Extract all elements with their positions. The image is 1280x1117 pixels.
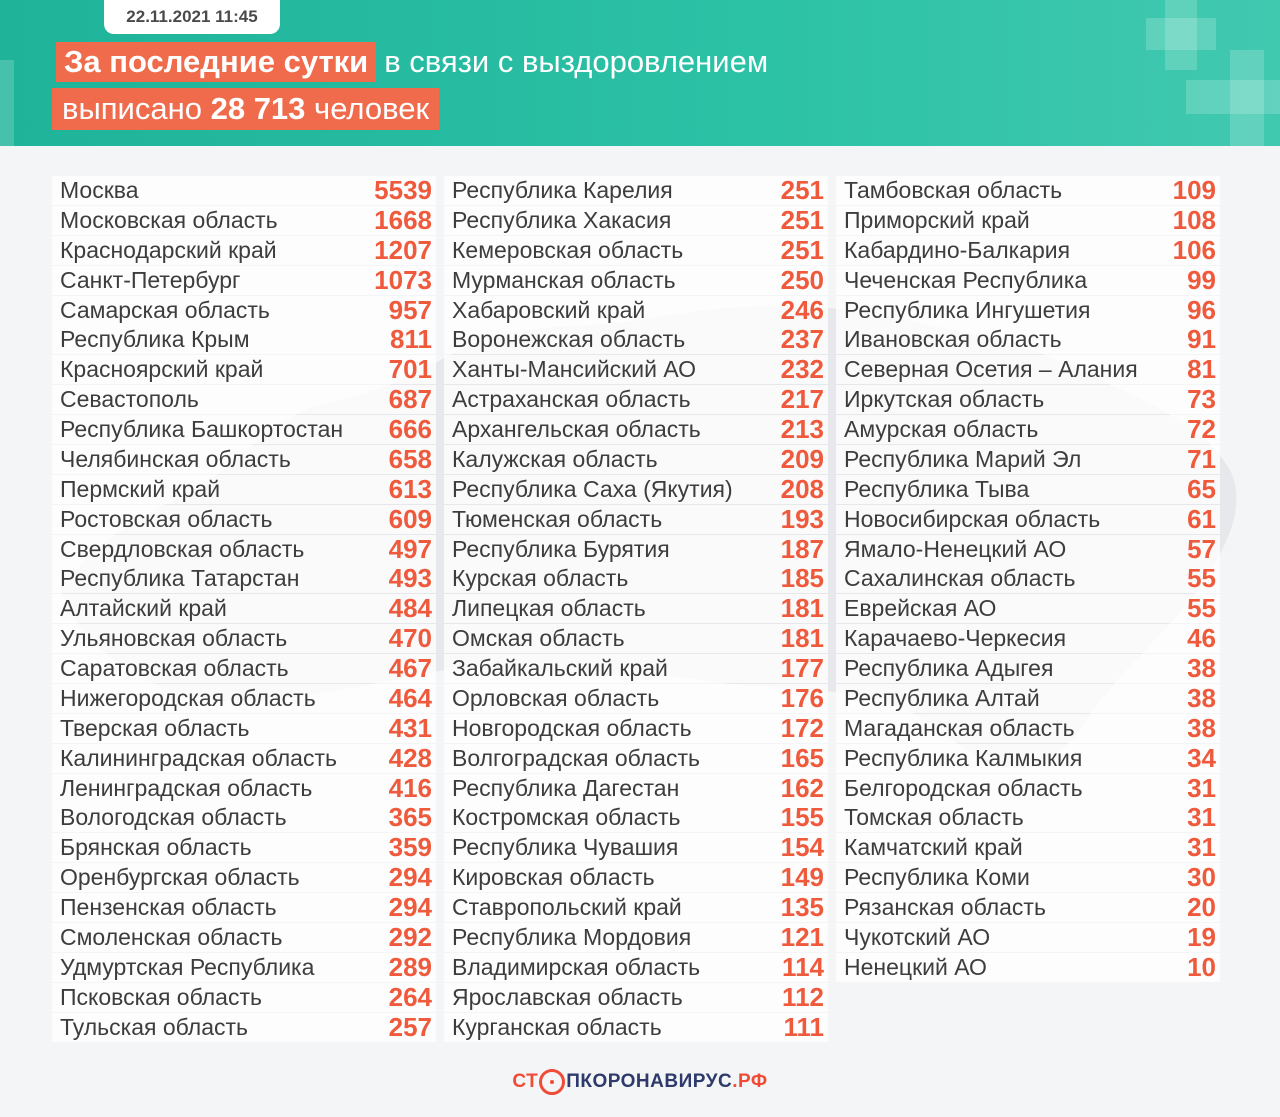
region-row [836,624,1220,653]
region-name: Волгоградская область [452,744,700,771]
region-name: Белгородская область [844,774,1083,801]
region-row [52,236,436,265]
region-value: 957 [388,294,432,325]
region-row [444,833,828,862]
region-row [444,296,828,325]
logo-text-part3: .РФ [732,1071,768,1092]
region-name: Республика Тыва [844,475,1030,502]
region-name: Новосибирская область [844,505,1101,532]
region-row [444,714,828,743]
region-value: 46 [1187,623,1216,654]
region-value: 428 [388,742,432,773]
region-name: Сахалинская область [844,565,1076,592]
region-name: Камчатский край [844,834,1023,861]
region-row [836,744,1220,773]
region-row [444,983,828,1012]
region-name: Иркутская область [844,386,1045,413]
region-name: Липецкая область [452,595,646,622]
region-name: Тамбовская область [844,177,1063,203]
region-value: 264 [388,981,432,1012]
region-value: 65 [1187,473,1216,504]
region-name: Еврейская АО [844,595,997,622]
region-value: 208 [780,473,824,504]
region-row [444,953,828,982]
region-row [444,415,828,444]
region-row [836,475,1220,504]
region-row [444,176,828,205]
region-name: Ивановская область [844,326,1062,353]
region-value: 251 [780,204,824,235]
region-row [52,953,436,982]
region-row [444,684,828,713]
virus-stop-icon [539,1069,565,1095]
region-name: Москва [60,177,139,203]
region-row [836,505,1220,534]
region-value: 177 [780,653,824,683]
region-row [836,415,1220,444]
region-value: 217 [780,384,824,415]
region-name: Севастополь [60,386,199,413]
region-value: 121 [780,921,824,952]
region-name: Алтайский край [60,595,227,622]
region-name: Санкт-Петербург [60,266,241,293]
region-value: 232 [780,354,824,385]
region-row [444,624,828,653]
region-row [444,774,828,803]
region-name: Приморский край [844,206,1030,233]
region-value: 701 [388,354,432,385]
region-row [836,325,1220,354]
region-value: 176 [780,682,824,713]
region-row [444,564,828,593]
region-name: Томская область [844,804,1024,831]
region-value: 30 [1187,862,1216,893]
region-value: 149 [780,862,824,893]
region-value: 687 [388,384,432,415]
title-suffix: человек [314,91,430,126]
region-name: Амурская область [844,416,1039,442]
region-value: 251 [780,234,824,265]
region-name: Кировская область [452,864,655,891]
region-row [52,594,436,623]
region-name: Ульяновская область [60,625,288,652]
region-value: 162 [780,772,824,803]
region-value: 31 [1187,772,1216,803]
region-row [52,923,436,952]
region-name: Республика Марий Эл [844,445,1082,472]
region-value: 154 [780,832,824,863]
region-value: 34 [1187,742,1216,773]
region-row [444,803,828,832]
region-value: 114 [782,951,824,982]
logo-text-part2: ПКОРОНАВИРУС [566,1071,733,1092]
region-name: Северная Осетия – Алания [844,356,1138,383]
region-name: Республика Хакасия [452,206,672,233]
region-value: 289 [388,951,432,982]
region-value: 181 [780,593,824,624]
region-row [52,296,436,325]
region-row [444,535,828,564]
region-row [836,355,1220,384]
region-row [52,505,436,534]
region-value: 165 [780,742,824,773]
region-row [836,863,1220,892]
region-row [836,535,1220,564]
region-name: Воронежская область [452,326,686,353]
region-value: 109 [1172,175,1216,205]
region-value: 213 [780,414,824,444]
region-name: Карачаево-Черкесия [844,625,1067,652]
region-row [836,714,1220,743]
region-name: Оренбургская область [60,864,300,891]
region-row [444,445,828,474]
region-row [836,236,1220,265]
region-row [52,385,436,414]
region-name: Орловская область [452,684,660,711]
region-row [52,1013,436,1042]
region-value: 246 [780,294,824,325]
region-name: Смоленская область [60,923,283,950]
region-row [444,206,828,235]
region-value: 112 [782,981,824,1012]
region-value: 292 [388,921,432,952]
region-name: Тверская область [60,714,250,741]
region-name: Кемеровская область [452,236,684,263]
region-value: 365 [388,802,432,833]
region-value: 172 [780,712,824,743]
region-row [444,923,828,952]
region-name: Красноярский край [60,356,264,383]
region-name: Калужская область [452,445,658,472]
region-row [836,385,1220,414]
region-name: Костромская область [452,804,681,831]
region-name: Магаданская область [844,714,1075,741]
region-value: 31 [1187,832,1216,863]
region-name: Калининградская область [60,744,337,771]
region-row [836,654,1220,683]
region-name: Чеченская Республика [844,266,1088,293]
region-row [444,744,828,773]
region-name: Ямало-Ненецкий АО [844,535,1067,562]
region-name: Республика Крым [60,326,250,353]
region-value: 1073 [374,264,432,295]
region-name: Курганская область [452,1013,662,1040]
region-row [52,833,436,862]
region-name: Республика Бурятия [452,535,670,562]
region-row [52,803,436,832]
region-value: 5539 [374,175,432,205]
region-value: 55 [1187,563,1216,594]
region-value: 71 [1187,443,1216,474]
region-row [836,803,1220,832]
region-row [836,564,1220,593]
header-banner [0,0,1280,146]
region-name: Кабардино-Балкария [844,236,1071,263]
region-value: 96 [1187,294,1216,325]
region-value: 81 [1187,354,1216,385]
region-value: 73 [1187,384,1216,415]
region-value: 464 [388,682,432,713]
region-value: 55 [1187,593,1216,624]
region-name: Чукотский АО [844,923,991,950]
region-name: Астраханская область [452,386,691,413]
region-value: 72 [1187,414,1216,444]
region-row [52,774,436,803]
region-row [52,624,436,653]
region-name: Ставропольский край [452,894,682,920]
region-row [836,774,1220,803]
region-row [444,236,828,265]
region-value: 57 [1187,533,1216,564]
region-row [52,325,436,354]
region-name: Республика Коми [844,864,1030,891]
region-name: Псковская область [60,983,262,1010]
region-row [836,923,1220,952]
region-row [444,654,828,683]
region-row [52,564,436,593]
region-row [444,475,828,504]
region-row [444,266,828,295]
region-row [444,505,828,534]
region-value: 38 [1187,653,1216,683]
region-value: 193 [780,503,824,534]
region-name: Республика Алтай [844,684,1040,711]
title-line-1 [56,42,768,82]
region-name: Республика Дагестан [452,774,680,801]
region-name: Ханты-Мансийский АО [452,356,697,383]
region-value: 416 [388,772,432,803]
region-name: Республика Карелия [452,177,673,203]
region-value: 187 [780,533,824,564]
region-value: 294 [388,892,432,922]
region-value: 811 [390,324,432,355]
region-row [52,266,436,295]
region-row [836,684,1220,713]
region-value: 38 [1187,712,1216,743]
region-row [444,1013,828,1042]
logo-text-part1: СТ [512,1071,539,1092]
region-row [444,893,828,922]
region-row [52,684,436,713]
region-value: 135 [780,892,824,922]
plus-decoration [1146,18,1216,50]
region-row [444,594,828,623]
region-value: 61 [1187,503,1216,534]
region-row [836,445,1220,474]
region-row [444,325,828,354]
region-column-1 [52,176,436,1042]
region-row [52,415,436,444]
region-value: 237 [780,324,824,355]
plus-decoration [1186,80,1280,114]
region-name: Республика Башкортостан [60,416,344,442]
region-name: Вологодская область [60,804,287,831]
region-row [52,535,436,564]
region-name: Брянская область [60,834,252,861]
date-badge: 22.11.2021 11:45 [104,0,280,34]
region-name: Пермский край [60,475,221,502]
region-value: 493 [388,563,432,594]
region-name: Республика Калмыкия [844,744,1083,771]
region-name: Омская область [452,625,625,652]
region-value: 658 [388,443,432,474]
region-value: 613 [388,473,432,504]
region-column-3 [836,176,1220,983]
region-value: 38 [1187,682,1216,713]
region-value: 19 [1187,921,1216,952]
region-row [52,893,436,922]
region-name: Ленинградская область [60,774,313,801]
region-column-2 [444,176,828,1042]
total-discharged: 28 713 [210,91,306,126]
region-value: 10 [1187,951,1216,982]
region-value: 609 [388,503,432,534]
region-name: Нижегородская область [60,684,316,711]
region-value: 251 [780,175,824,205]
title-highlight: За последние сутки [56,42,376,82]
region-row [444,863,828,892]
region-value: 20 [1187,892,1216,922]
region-row [52,654,436,683]
region-row [444,385,828,414]
region-row [52,744,436,773]
region-value: 359 [388,832,432,863]
region-value: 106 [1172,234,1216,265]
region-name: Самарская область [60,296,270,323]
region-value: 31 [1187,802,1216,833]
region-row [836,176,1220,205]
region-row [52,445,436,474]
region-name: Хабаровский край [452,296,646,323]
region-name: Курская область [452,565,629,592]
region-value: 99 [1187,264,1216,295]
region-row [52,206,436,235]
region-name: Ненецкий АО [844,953,987,980]
region-row [836,296,1220,325]
region-row [836,206,1220,235]
region-row [52,983,436,1012]
region-row [836,893,1220,922]
region-name: Владимирская область [452,953,701,980]
region-value: 467 [388,653,432,683]
region-name: Забайкальский край [452,655,668,681]
region-row [52,176,436,205]
region-value: 1668 [374,204,432,235]
region-name: Ростовская область [60,505,273,532]
region-value: 1207 [374,234,432,265]
region-name: Новгородская область [452,714,692,741]
region-value: 155 [780,802,824,833]
region-value: 185 [780,563,824,594]
region-row [836,266,1220,295]
region-name: Архангельская область [452,416,701,442]
region-value: 209 [780,443,824,474]
region-name: Республика Ингушетия [844,296,1091,323]
region-name: Ярославская область [452,983,683,1010]
region-value: 91 [1187,324,1216,355]
region-value: 294 [388,862,432,893]
plus-decoration [0,60,14,146]
region-row [836,833,1220,862]
region-value: 250 [780,264,824,295]
title-rest: в связи с выздоровлением [384,44,769,79]
region-value: 108 [1172,204,1216,235]
region-value: 666 [388,414,432,444]
region-value: 484 [388,593,432,624]
region-row [52,863,436,892]
region-name: Челябинская область [60,445,291,472]
region-row [444,355,828,384]
region-name: Рязанская область [844,894,1046,920]
region-name: Тульская область [60,1013,249,1040]
region-row [836,953,1220,982]
region-value: 111 [783,1011,824,1042]
region-row [52,475,436,504]
region-value: 257 [388,1011,432,1042]
region-name: Республика Чувашия [452,834,679,861]
region-name: Пензенская область [60,894,277,920]
region-name: Республика Саха (Якутия) [452,475,733,502]
region-name: Республика Адыгея [844,655,1054,681]
region-row [52,355,436,384]
region-name: Республика Мордовия [452,923,692,950]
region-name: Саратовская область [60,655,289,681]
title-line-2 [52,88,439,130]
title-prefix: выписано [62,91,202,126]
region-value: 497 [388,533,432,564]
region-value: 181 [780,623,824,654]
region-name: Удмуртская Республика [60,953,315,980]
region-name: Тюменская область [452,505,663,532]
region-name: Мурманская область [452,266,676,293]
region-row [836,594,1220,623]
region-value: 431 [388,712,432,743]
region-row [52,714,436,743]
region-name: Свердловская область [60,535,305,562]
region-name: Республика Татарстан [60,565,300,592]
region-value: 470 [388,623,432,654]
footer-logo [0,1064,1280,1100]
region-name: Московская область [60,206,278,233]
region-name: Краснодарский край [60,236,277,263]
